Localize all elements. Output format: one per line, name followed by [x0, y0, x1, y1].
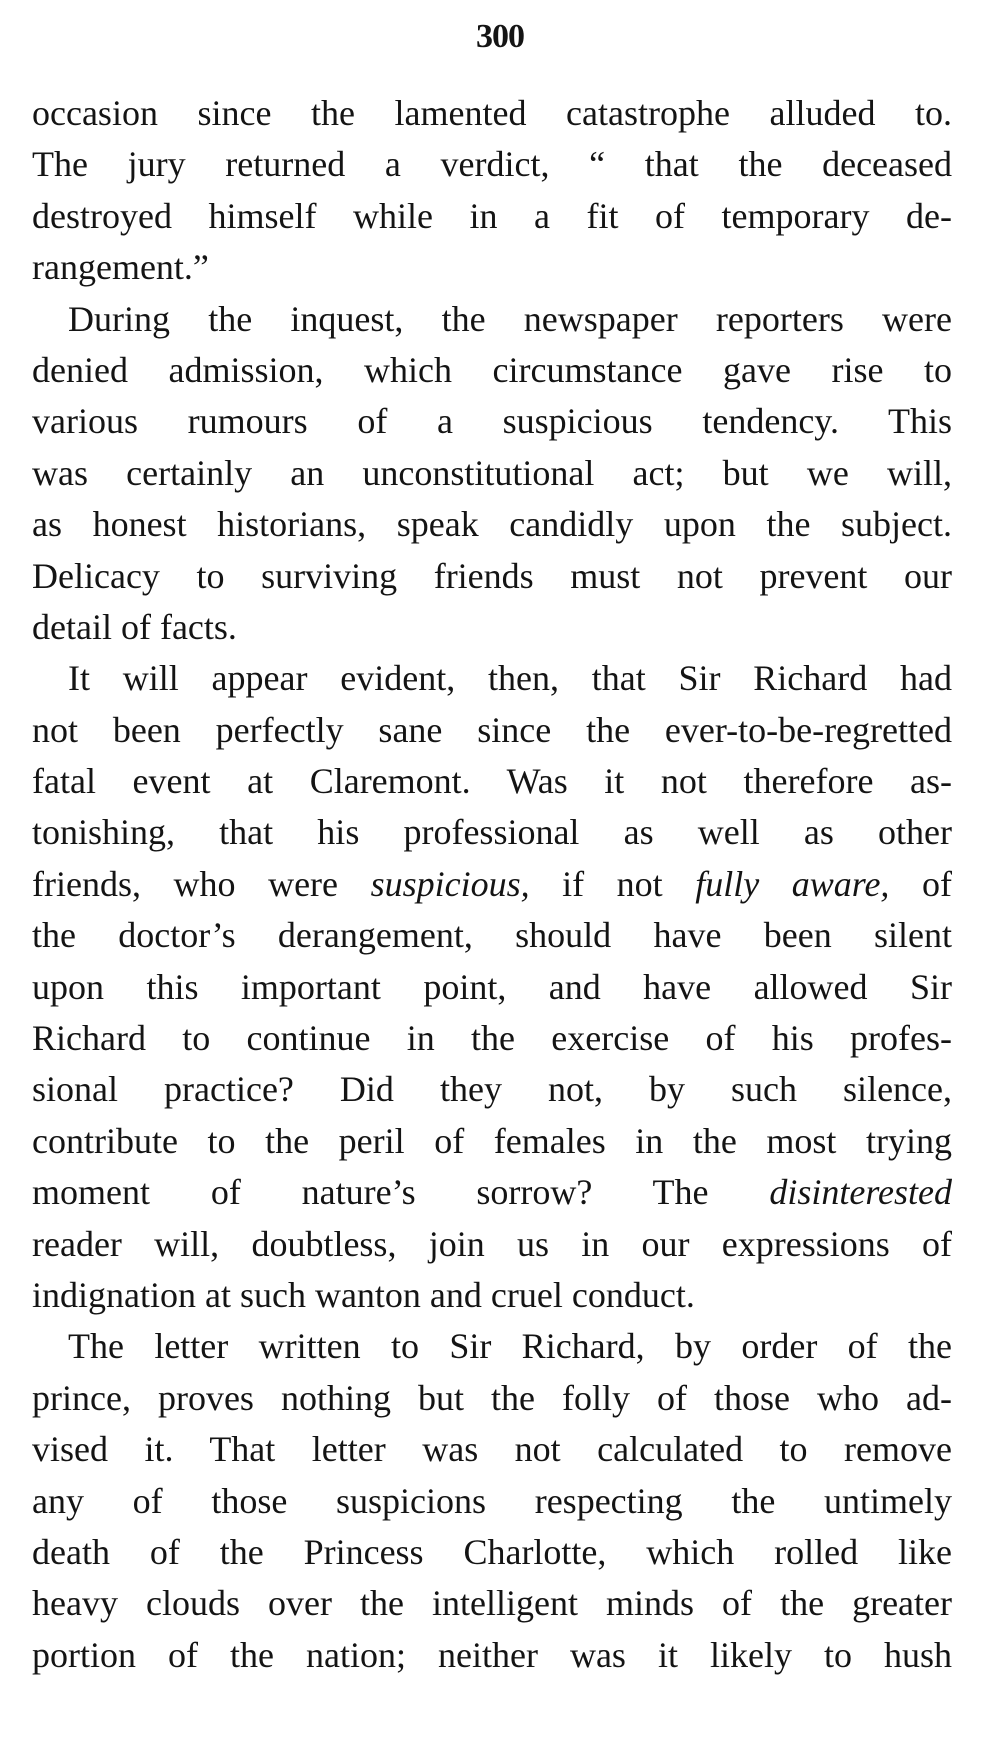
text-line: prince, proves nothing but the folly of those who ad- — [32, 1377, 952, 1418]
page-number: 300 — [476, 18, 524, 55]
text-line: reader will, doubtless, join us in our expressions of — [32, 1223, 952, 1264]
italic-text: disinterested — [769, 1172, 952, 1213]
text-line: fatal event at Claremont. Was it not therefore as- — [32, 761, 952, 802]
text-run: of — [889, 863, 952, 904]
body-text — [32, 88, 952, 1681]
italic-text: fully aware, — [695, 863, 890, 904]
text-run: friends, who were — [32, 863, 371, 904]
text-line: The letter written to Sir Richard, by order of the — [68, 1326, 952, 1367]
text-line: not been perfectly sane since the ever-to-be-regretted — [32, 709, 952, 750]
text-line: was certainly an unconstitutional act; but we will, — [32, 452, 952, 493]
text-line: detail of facts. — [32, 606, 237, 647]
text-line: rangement.” — [32, 247, 209, 288]
text-line: During the inquest, the newspaper reporters were — [68, 298, 952, 339]
text-line: Richard to continue in the exercise of his profes- — [32, 1018, 952, 1059]
text-line: death of the Princess Charlotte, which rolled like — [32, 1531, 952, 1572]
text-run: moment of nature’s sorrow? The — [32, 1172, 770, 1213]
text-line: the doctor’s derangement, should have been silent — [32, 915, 952, 956]
text-line — [32, 859, 952, 910]
text-line: Delicacy to surviving friends must not prevent our — [32, 555, 952, 596]
text-line: denied admission, which circumstance gave rise to — [32, 349, 952, 390]
text-line: The jury returned a verdict, “ that the deceased — [32, 144, 952, 185]
text-line: heavy clouds over the intelligent minds of the greater — [32, 1583, 952, 1624]
text-line: any of those suspicions respecting the untimely — [32, 1480, 952, 1521]
text-line: indignation at such wanton and cruel conduct. — [32, 1274, 695, 1315]
italic-text: suspicious, — [370, 863, 530, 904]
text-line: various rumours of a suspicious tendency. This — [32, 401, 952, 442]
text-line: destroyed himself while in a fit of temporary de- — [32, 195, 952, 236]
text-line — [32, 1167, 952, 1218]
text-run: if not — [529, 863, 696, 904]
text-line: vised it. That letter was not calculated to remove — [32, 1429, 952, 1470]
text-line: sional practice? Did they not, by such silence, — [32, 1069, 952, 1110]
text-line: contribute to the peril of females in the most trying — [32, 1120, 952, 1161]
text-line: as honest historians, speak candidly upon the subject. — [32, 504, 952, 545]
text-line: occasion since the lamented catastrophe alluded to. — [32, 93, 952, 133]
text-line: tonishing, that his professional as well as other — [32, 812, 952, 853]
text-line: portion of the nation; neither was it likely to hush — [32, 1634, 952, 1675]
text-line: It will appear evident, then, that Sir Richard had — [68, 658, 952, 699]
text-line: upon this important point, and have allowed Sir — [32, 966, 952, 1007]
